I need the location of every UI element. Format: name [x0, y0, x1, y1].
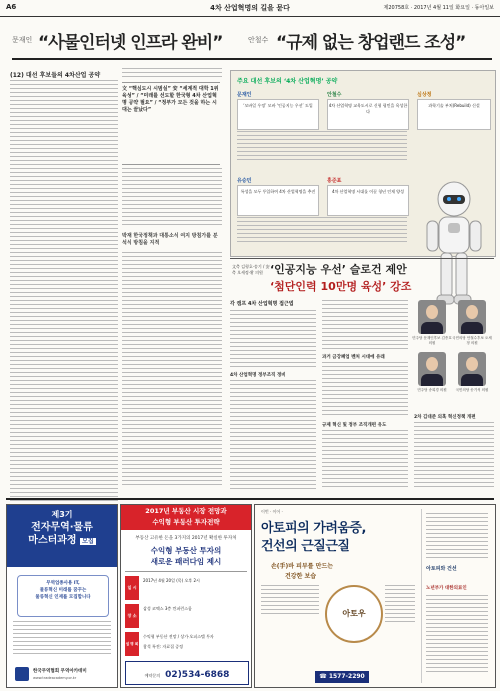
- article-note: 박재 한국정책과 대통소식 여지 방침가를 분석식 방침을 지적: [122, 233, 218, 246]
- ad3-title1: 아토피의 가려움증,: [261, 521, 366, 536]
- portrait-photo: [418, 300, 446, 334]
- ad2-big2: 새로운 패러다임 제시: [150, 557, 222, 566]
- portrait-caption: 국민의당 송기석 의원: [455, 388, 489, 392]
- issue-date: 제20758호 · 2017년 4월 11일 화요일 · 동아일보: [383, 5, 494, 11]
- pledge-box-sim: 과학기술 부처(Rebuild) 신설: [417, 99, 491, 130]
- ad1-url: www.tradeacademy.or.kr: [33, 676, 77, 680]
- ad2-top-banner: [121, 505, 251, 530]
- trade-association-logo: [15, 667, 29, 681]
- ad1-edition: 제3기: [51, 510, 73, 519]
- portrait-photo: [458, 352, 486, 386]
- article2-col1-b: [230, 380, 316, 492]
- candidate-label-sim: 심상정: [417, 92, 432, 98]
- infobox-detail-lines-2: [237, 217, 407, 251]
- pledge-box-yoo: 특성을 모두 투입하여 4차 산업혁명을 추진: [237, 185, 319, 216]
- ad3-subtitle: 손(手)바 피부를 만드는: [271, 563, 334, 570]
- article-text-col2-bottom: [122, 252, 222, 492]
- ad3-brand: 이번 · 이어 ·: [261, 509, 283, 514]
- ad1-details: [13, 621, 111, 661]
- ad2-row-value: 2017년 4월 20일 (목) 오후 2시: [143, 578, 200, 583]
- ad2-row-value: 삼성 코엑스 3층 컨퍼런스룸: [143, 606, 192, 611]
- article2-col1-a: [230, 310, 316, 370]
- ad3-logo-circle: [325, 585, 383, 643]
- article2-col2-a: [322, 300, 408, 352]
- ad2-top-line2: 수익형 부동산 투자전략: [152, 518, 220, 526]
- subhead-policy: 2차 김대준 의혹 혁신정책 개편: [414, 415, 476, 420]
- ad3-right-text-bottom: [426, 595, 488, 681]
- subhead-venture: 과거 금강폐업 벤처 시대에 유래: [322, 355, 385, 360]
- ad3-right-column: [421, 509, 492, 683]
- candidate-label-ahn: 안철수: [327, 92, 342, 98]
- ad1-title-line2: 마스터과정 모집: [28, 535, 94, 546]
- page-header: [0, 0, 500, 17]
- pledge-box-hong: 4차 산업혁명 시대를 이끌 청년 인재 양성: [327, 185, 409, 216]
- article-text-col2-top: [122, 68, 222, 80]
- infobox-detail-lines: [237, 131, 407, 171]
- candidate-label-hong: 홍준표: [327, 178, 342, 184]
- headline2-left: ‘인공지능 우선’ 슬로건 제안: [270, 263, 407, 276]
- portrait-caption: 민주당 문재인후보 김종호 의원: [412, 336, 452, 345]
- right-quote: “규제 없는 창업랜드 조성”: [276, 33, 466, 53]
- ad3-right-text-top: [426, 513, 488, 563]
- page-number: A6: [6, 3, 17, 11]
- portrait-caption: 국민의당 안철수후보 오세정 의원: [452, 336, 492, 345]
- ad2-intro: 부동산 고유한 돈을 3가지의 2017년 확실한 투자처: [135, 536, 237, 541]
- portrait-photo: [458, 300, 486, 334]
- article2-col2-c: [322, 430, 408, 492]
- ad3-mid-text: [385, 585, 415, 633]
- ad3-logo: 아토우: [342, 609, 366, 618]
- ad-trade-course: [6, 504, 118, 688]
- article-text-col1: [10, 80, 118, 490]
- pledge-box-moon: ‘모바일 우정’ 모바 ‘인공지능 우선’ 도입: [237, 99, 319, 130]
- ad1-tag: 모집: [82, 538, 94, 545]
- ad1-slogan: 무역업종사용 IT,: [46, 581, 80, 586]
- ad3-column-title: 아토피와 건선: [426, 566, 457, 572]
- ad3-contact: ☎ 1577-2290: [315, 671, 369, 683]
- ad-real-estate-seminar: [120, 504, 252, 688]
- ad2-top-line1: 2017년 부동산 시장 전망과: [145, 507, 227, 515]
- left-candidate-label: 문재인: [12, 36, 33, 44]
- subhead-regulation: 규제 혁신 및 정부 조직개편 유도: [322, 423, 387, 428]
- ad2-schedule-table: [125, 571, 247, 658]
- ad-atopy-clinic: [254, 504, 496, 688]
- article-text-col2-mid: [122, 168, 222, 230]
- ad3-subtitle2: 건강한 보습: [285, 573, 317, 580]
- portraits-grid: [414, 300, 494, 410]
- portrait-photo: [418, 352, 446, 386]
- candidate-label-moon: 문재인: [237, 92, 252, 98]
- subhead-approach: 각 캠프 4차 산업혁명 접근법: [230, 301, 294, 307]
- headline2-label: 文측 김형호·송기 / 安측 오세정·황 의원: [232, 264, 270, 275]
- ad2-big1: 수익형 부동산 투자의: [150, 546, 222, 555]
- ad2-phone: 02)534-6868: [165, 670, 230, 680]
- ad3-left-text: [261, 585, 319, 625]
- ad1-slogans: [17, 575, 109, 617]
- ad2-row-value: 참석 특전: 자료집 증정: [143, 644, 183, 649]
- candidate-label-yoo: 유승민: [237, 178, 252, 184]
- pull-quote: 文 “핵심도시 시범실” 安 “세계적 대학 1위 육성” / “미래를 선도할 한국형 4차 산업혁명 공약 필요” / “정부가 모든 것을 하는 시대는 끝났다”: [122, 82, 220, 165]
- article2-col3: [414, 422, 494, 492]
- ad2-phone-label: 예약문의: [144, 673, 161, 678]
- main-headline: [12, 22, 492, 60]
- ad2-row-label: 설 명 회: [125, 632, 139, 656]
- ad1-slogan: 물류혁신 인재를 모집합니다: [35, 595, 91, 600]
- section-title: 4차 산업혁명의 길을 묻다: [210, 4, 290, 12]
- ad1-logo-text: 한국무역협회 무역아카데미: [33, 669, 87, 674]
- article-subhead: (12) 대선 후보들의 4차산업 공약: [10, 72, 101, 79]
- right-candidate-label: 안철수: [248, 36, 269, 44]
- subhead-org: 4차 산업혁명 정부조직 정비: [230, 373, 286, 378]
- portrait-caption: 민주당 송희경 의원: [417, 388, 447, 392]
- ad3-title2: 건선의 근질근질: [261, 539, 350, 554]
- ad3-column-title2: 노년부가 대한의료인: [426, 586, 467, 591]
- ad2-row-value: 수익형 부동산 전망 / 상가·오피스텔 투자: [143, 634, 214, 639]
- headline2-right: ‘첨단인력 10만명 육성’ 강조: [270, 280, 412, 293]
- left-quote: “사물인터넷 인프라 완비”: [38, 33, 223, 53]
- ad2-phone-box: [125, 661, 249, 685]
- ad1-title-line1: 전자무역·물류: [31, 522, 93, 533]
- ad1-title: [7, 521, 117, 548]
- pledge-infobox: [230, 70, 496, 257]
- article2-col2-b: [322, 362, 408, 420]
- infobox-title: 주요 대선 후보의 ‘4차 산업혁명’ 공약: [237, 78, 338, 85]
- ad2-row-label: 장 소: [125, 604, 139, 628]
- pledge-box-ahn: 4차 산업혁명 교육도시로 신형 평민을 육성한다: [327, 99, 409, 130]
- ad2-row-label: 일 시: [125, 576, 139, 600]
- ad1-slogan: 물류혁신 미래를 꿈꾸는: [39, 588, 87, 593]
